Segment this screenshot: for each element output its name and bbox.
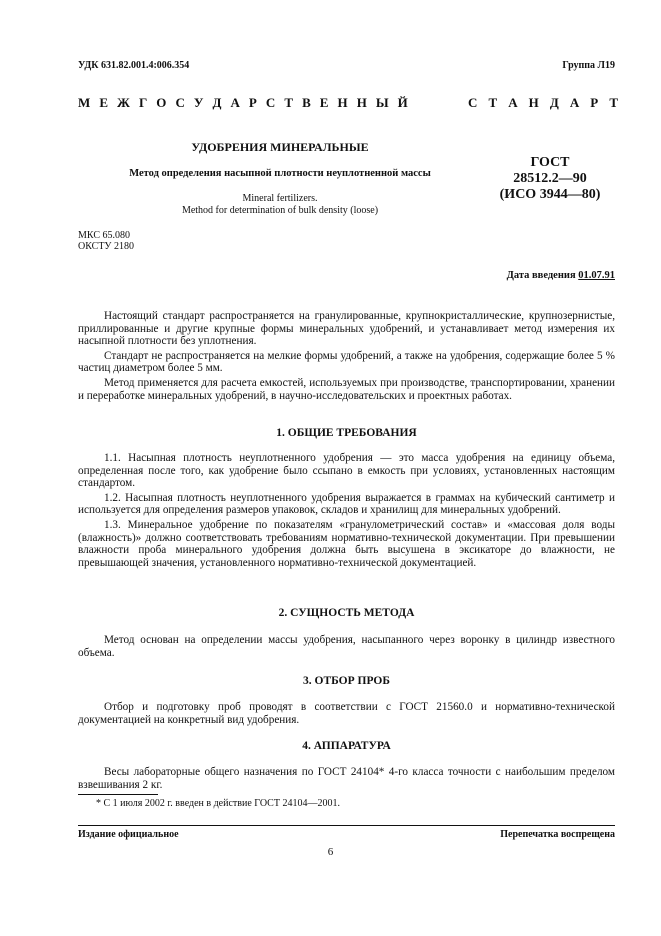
section-paragraph: Отбор и подготовку проб проводят в соответствии с ГОСТ 21560.0 и нормативно-технической документацией на конкретный вид удобрения.: [78, 701, 615, 726]
banner-left: М Е Ж Г О С У Д А Р С Т В Е Н Н Ы Й: [78, 95, 408, 110]
section-paragraph: Метод основан на определении массы удобрения, насыпанного через воронку в цилиндр известного объема.: [78, 634, 615, 659]
section-body: [78, 701, 615, 726]
section-paragraph: 1.1. Насыпная плотность неуплотненного удобрения — это масса удобрения на единицу объема, определенная после того, как удобрение было ссыпано в емкость при условиях, установленных настоящим стандартом.: [78, 452, 615, 490]
footer-divider: [78, 825, 615, 826]
intro-date-value: 01.07.91: [578, 270, 615, 281]
mks-code: МКС 65.080: [78, 230, 130, 241]
english-title-line1: Mineral fertilizers.: [242, 193, 318, 204]
section-body: [78, 634, 615, 659]
iso-number: (ИСО 3944—80): [499, 187, 601, 202]
section-paragraph: 1.2. Насыпная плотность неуплотненного удобрения выражается в граммах на кубический сантиметр и используется для определения размеров упаковок, складов и хранилищ для минеральных удобрений.: [78, 491, 615, 517]
standard-banner: [78, 95, 618, 111]
section-paragraph: Весы лабораторные общего назначения по ГОСТ 24104* 4-го класса точности с наибольшим пределом взвешивания 2 кг.: [78, 766, 615, 791]
udc-code: УДК 631.82.001.4:006.354: [78, 60, 190, 71]
footnote-divider: [78, 794, 158, 795]
intro-paragraph: Метод применяется для расчета емкостей, используемых при производстве, транспортировании, хранении и переработке минеральных удобрений, в научно-исследовательских и проектных работах.: [78, 376, 615, 402]
okstu-code: ОКСТУ 2180: [78, 241, 135, 252]
gost-number: 28512.2—90: [513, 171, 587, 186]
english-title-line2: Method for determination of bulk density (loose): [181, 205, 379, 216]
footnote: * С 1 июля 2002 г. введен в действие ГОСТ 24104—2001.: [96, 798, 340, 809]
section-heading: 1. ОБЩИЕ ТРЕБОВАНИЯ: [276, 427, 417, 439]
banner-right: С Т А Н Д А Р Т: [468, 95, 618, 110]
section-heading: 2. СУЩНОСТЬ МЕТОДА: [278, 607, 415, 619]
section-body: [78, 452, 615, 569]
document-title: УДОБРЕНИЯ МИНЕРАЛЬНЫЕ: [191, 140, 369, 154]
group-code: Группа Л19: [562, 60, 615, 71]
gost-designation: [485, 155, 615, 203]
section-heading: 3. ОТБОР ПРОБ: [303, 675, 390, 687]
gost-label: ГОСТ: [530, 155, 570, 170]
section-heading: 4. АППАРАТУРА: [302, 740, 391, 752]
section-body: [78, 766, 615, 791]
official-edition-note: Издание официальное: [78, 829, 179, 840]
intro-paragraph: Настоящий стандарт распространяется на гранулированные, крупнокристаллические, крупнозернистые, приллированные и другие крупные формы минеральных удобрений, и устанавливает метод измерения их насыпной плотности без уплотнения.: [78, 310, 615, 348]
document-subtitle: Метод определения насыпной плотности неуплотненной массы: [129, 168, 431, 179]
reprint-prohibited-note: Перепечатка воспрещена: [500, 829, 615, 840]
page-number: 6: [327, 846, 334, 858]
introduction-date: [507, 270, 615, 281]
intro-text: [78, 310, 615, 402]
intro-date-label: Дата введения: [506, 270, 576, 281]
intro-paragraph: Стандарт не распространяется на мелкие формы удобрений, а также на удобрения, содержащие более 5 % частиц диаметром более 5 мм.: [78, 349, 615, 375]
section-paragraph: 1.3. Минеральное удобрение по показателям «гранулометрический состав» и «массовая доля воды (влажность)» должно соответствовать требованиям нормативно-технической документации. При превышении влажности проба минерального удобрения должна быть высушена в эксикаторе до влажности, не превышающей значения, установленного нормативно-технической документацией.: [78, 518, 615, 569]
